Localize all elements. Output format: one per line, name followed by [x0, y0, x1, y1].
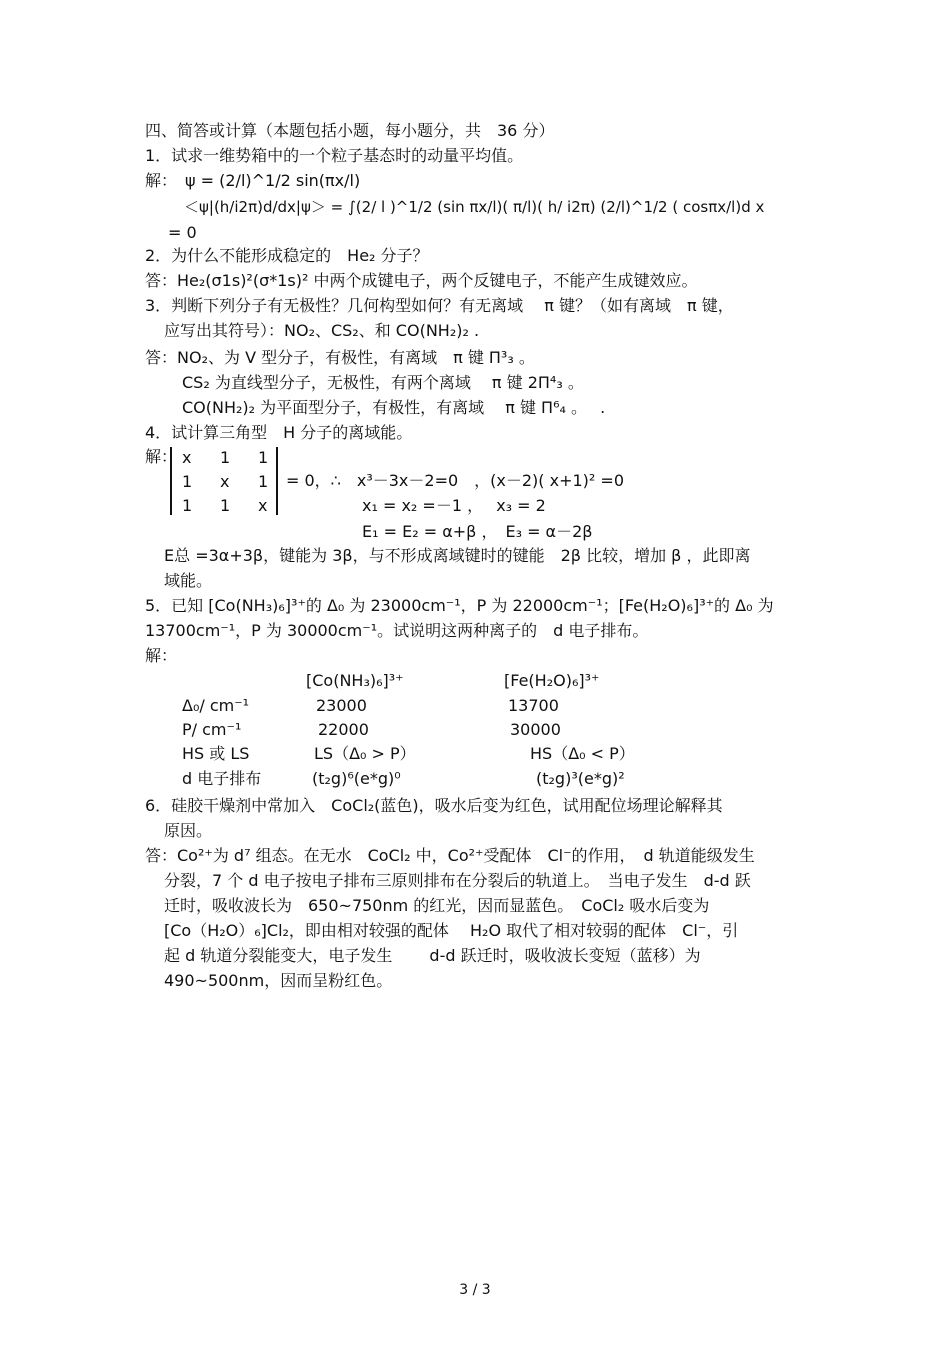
table-cell: (t₂g)³(e*g)²: [536, 769, 625, 788]
answer-6-line-5: 起 d 轨道分裂能变大，电子发生 d-d 跃迁时，吸收波长变短（蓝移）为: [164, 946, 701, 965]
section-title: 四、简答或计算（本题包括小题，每小题分，共 36 分）: [145, 121, 555, 140]
matrix-cell: 1: [258, 472, 269, 491]
table-cell: 30000: [510, 720, 561, 739]
conclusion-4-line-2: 域能。: [164, 571, 213, 590]
table-row-label: Δ₀/ cm⁻¹: [182, 696, 250, 715]
question-3-line-2: 应写出其符号）：NO₂、CS₂、和 CO(NH₂)₂ .: [164, 321, 480, 340]
table-row-label: HS 或 LS: [182, 744, 250, 763]
matrix-cell: x: [220, 472, 230, 491]
matrix-cell: 1: [182, 472, 193, 491]
table-cell: 13700: [508, 696, 559, 715]
equation-1: = 0，∴ x³－3x－2=0 ，(x－2)( x+1)² =0: [286, 471, 624, 490]
question-5-line-1: 5．已知 [Co(NH₃)₆]³⁺的 Δ₀ 为 23000cm⁻¹，P 为 22000cm⁻¹；[Fe(H₂O)₆]³⁺的 Δ₀ 为: [145, 596, 774, 615]
answer-3-line-1: 答：NO₂、为 V 型分子，有极性，有离域 π 键 Π³₃ 。: [145, 348, 535, 367]
answer-1-line-2: ＜ψ|(h/i2π)d/dx|ψ＞ = ∫(2/ l )^1/2 (sin πx/l)( π/l)( h/ i2π) (2/l)^1/2 ( cosπx/l)d x: [184, 198, 765, 216]
page-number: 3 / 3: [459, 1282, 491, 1298]
table-row-label: d 电子排布: [182, 769, 262, 788]
equation-2: x₁ = x₂ =－1 ， x₃ = 2: [362, 496, 546, 515]
conclusion-4-line-1: E总 =3α+3β，键能为 3β，与不形成离域键时的键能 2β 比较，增加 β ，此即离: [164, 546, 751, 565]
question-6-line-2: 原因。: [164, 821, 213, 840]
answer-6-line-6: 490~500nm，因而呈粉红色。: [164, 971, 393, 990]
answer-3-line-3: CO(NH₂)₂ 为平面型分子，有极性，有离域 π 键 Π⁶₄ 。 .: [182, 398, 606, 417]
matrix-cell: 1: [258, 448, 269, 467]
table-cell: (t₂g)⁶(e*g)⁰: [312, 769, 401, 788]
question-1: 1．试求一维势箱中的一个粒子基态时的动量平均值。: [145, 146, 524, 165]
answer-6-line-2: 分裂，7 个 d 电子按电子排布三原则排布在分裂后的轨道上。 当电子发生 d-d 跃: [164, 871, 751, 890]
question-2: 2．为什么不能形成稳定的 He₂ 分子？: [145, 246, 429, 265]
answer-3-line-2: CS₂ 为直线型分子，无极性，有两个离域 π 键 2Π⁴₃ 。: [182, 373, 584, 392]
answer-4-label: 解：: [145, 447, 178, 466]
equation-3: E₁ = E₂ = α+β ， E₃ = α－2β: [362, 522, 593, 541]
table-header-fe: [Fe(H₂O)₆]³⁺: [504, 671, 600, 690]
table-cell: HS（Δ₀ < P）: [530, 744, 635, 763]
answer-2: 答：He₂(σ1s)²(σ*1s)² 中两个成键电子，两个反键电子，不能产生成键效应。: [145, 271, 698, 290]
answer-6-line-4: [Co（H₂O）₆]Cl₂，即由相对较强的配体 H₂O 取代了相对较弱的配体 Cl⁻，引: [164, 921, 739, 940]
question-5-line-2: 13700cm⁻¹，P 为 30000cm⁻¹。试说明这两种离子的 d 电子排布。: [145, 621, 649, 640]
question-4: 4．试计算三角型 H 分子的离域能。: [145, 423, 413, 442]
answer-5-label: 解：: [145, 646, 178, 665]
question-3-line-1: 3．判断下列分子有无极性？几何构型如何？有无离域 π 键？（如有离域 π 键，: [145, 296, 734, 315]
question-6-line-1: 6．硅胶干燥剂中常加入 CoCl₂(蓝色)，吸水后变为红色，试用配位场理论解释其: [145, 796, 723, 815]
answer-6-line-1: 答：Co²⁺为 d⁷ 组态。在无水 CoCl₂ 中，Co²⁺受配体 Cl⁻的作用， d 轨道能级发生: [145, 846, 755, 865]
matrix-cell: x: [182, 448, 192, 467]
table-cell: 23000: [316, 696, 367, 715]
table-header-co: [Co(NH₃)₆]³⁺: [306, 671, 404, 690]
answer-6-line-3: 迁时，吸收波长为 650~750nm 的红光，因而显蓝色。 CoCl₂ 吸水后变为: [164, 896, 710, 915]
matrix-cell: x: [258, 496, 268, 515]
table-cell: LS（Δ₀ > P）: [314, 744, 416, 763]
answer-1-line-1: 解： ψ = (2/l)^1/2 sin(πx/l): [145, 171, 361, 190]
matrix-cell: 1: [220, 496, 231, 515]
table-row-label: P/ cm⁻¹: [182, 720, 242, 739]
matrix-cell: 1: [182, 496, 193, 515]
table-cell: 22000: [318, 720, 369, 739]
answer-1-line-3: = 0: [168, 223, 197, 242]
matrix-cell: 1: [220, 448, 231, 467]
